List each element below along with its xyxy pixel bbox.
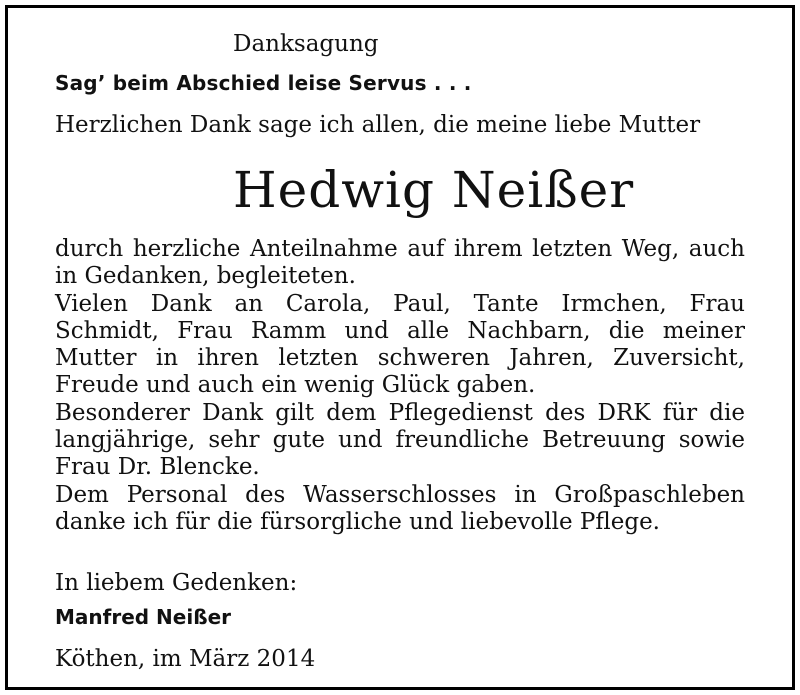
obituary-notice <box>5 5 795 690</box>
heading: Danksagung <box>233 31 379 57</box>
paragraph: durch herzliche Anteilnahme auf ihrem letzten Weg, auch in Gedanken, begleiteten. <box>55 236 745 290</box>
signer-name: Manfred Neißer <box>55 605 232 629</box>
body-text <box>55 236 745 536</box>
paragraph: Besonderer Dank gilt dem Pflegedienst des DRK für die langjährige, sehr gute und freundliche Betreuung sowie Frau Dr. Blencke. <box>55 399 745 481</box>
deceased-name: Hedwig Neißer <box>233 161 635 219</box>
closing-line: In liebem Gedenken: <box>55 570 298 596</box>
paragraph: Vielen Dank an Carola, Paul, Tante Irmchen, Frau Schmidt, Frau Ramm und alle Nachbarn, die meiner Mutter in ihren letzten schweren Jahren, Zuversicht, Freude und auch ein wenig Glück gaben. <box>55 290 745 399</box>
paragraph: Dem Personal des Wasserschlosses in Großpaschleben danke ich für die fürsorgliche und liebevolle Pflege. <box>55 481 745 535</box>
intro-text: Herzlichen Dank sage ich allen, die meine liebe Mutter <box>55 112 701 138</box>
place-date: Köthen, im März 2014 <box>55 646 316 672</box>
motto: Sag’ beim Abschied leise Servus . . . <box>55 71 472 95</box>
